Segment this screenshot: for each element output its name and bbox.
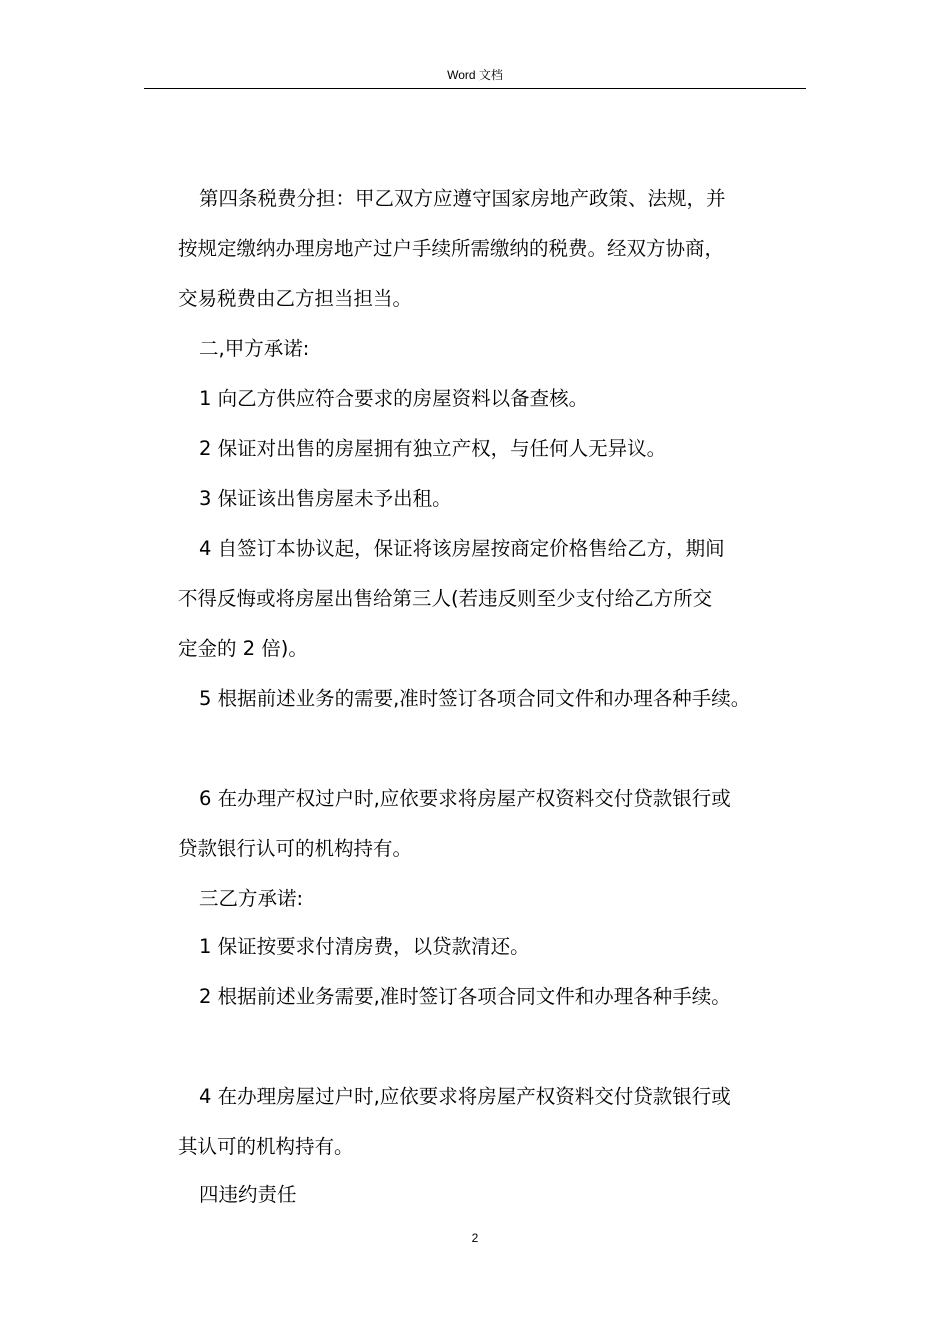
text-line: 1 保证按要求付清房费，以贷款清还。 [199, 935, 530, 958]
text-line: 二,甲方承诺: [199, 337, 310, 360]
text-line: 按规定缴纳办理房地产过户手续所需缴纳的税费。经双方协商， [178, 237, 725, 260]
header-divider [144, 88, 806, 89]
text-line: 贷款银行认可的机构持有。 [178, 837, 413, 860]
text-line: 5 根据前述业务的需要,准时签订各项合同文件和办理各种手续。 [199, 687, 751, 710]
text-line: 2 保证对出售的房屋拥有独立产权，与任何人无异议。 [199, 437, 667, 460]
paragraph-a-item-1 [178, 374, 588, 424]
text-line: 4 自签订本协议起，保证将该房屋按商定价格售给乙方，期间 [199, 537, 725, 560]
paragraph-a-item-4 [178, 524, 725, 674]
text-line: 四违约责任 [199, 1183, 297, 1206]
text-line: 三乙方承诺: [199, 887, 304, 910]
paragraph-b-item-4 [178, 1072, 731, 1172]
text-line: 1 向乙方供应符合要求的房屋资料以备查核。 [199, 387, 589, 410]
text-line: 第四条税费分担：甲乙双方应遵守国家房地产政策、法规，并 [199, 187, 726, 210]
text-line: 定金的 2 倍)。 [178, 637, 308, 660]
paragraph-a-item-6 [178, 774, 731, 874]
text-line: 4 在办理房屋过户时,应依要求将房屋产权资料交付贷款银行或 [199, 1085, 731, 1108]
text-line: 3 保证该出售房屋未予出租。 [199, 487, 452, 510]
page-number: 2 [471, 1231, 479, 1245]
text-line: 交易税费由乙方担当担当。 [178, 287, 413, 310]
text-line: 6 在办理产权过户时,应依要求将房屋产权资料交付贷款银行或 [199, 787, 731, 810]
heading-party-b-commitments [178, 874, 303, 924]
heading-party-a-commitments [178, 324, 309, 374]
text-line: 2 根据前述业务需要,准时签订各项合同文件和办理各种手续。 [199, 985, 731, 1008]
paragraph-a-item-2 [178, 424, 666, 474]
page-header-title: Word 文档 [447, 68, 503, 82]
paragraph-a-item-3 [178, 474, 452, 524]
text-line: 不得反悔或将房屋出售给第三人(若违反则至少支付给乙方所交 [178, 587, 713, 610]
paragraph-tax-sharing [178, 174, 726, 324]
paragraph-b-item-1 [178, 922, 530, 972]
heading-breach-liability [178, 1170, 297, 1220]
paragraph-b-item-2 [178, 972, 731, 1022]
text-line: 其认可的机构持有。 [178, 1135, 354, 1158]
paragraph-a-item-5 [178, 674, 750, 724]
